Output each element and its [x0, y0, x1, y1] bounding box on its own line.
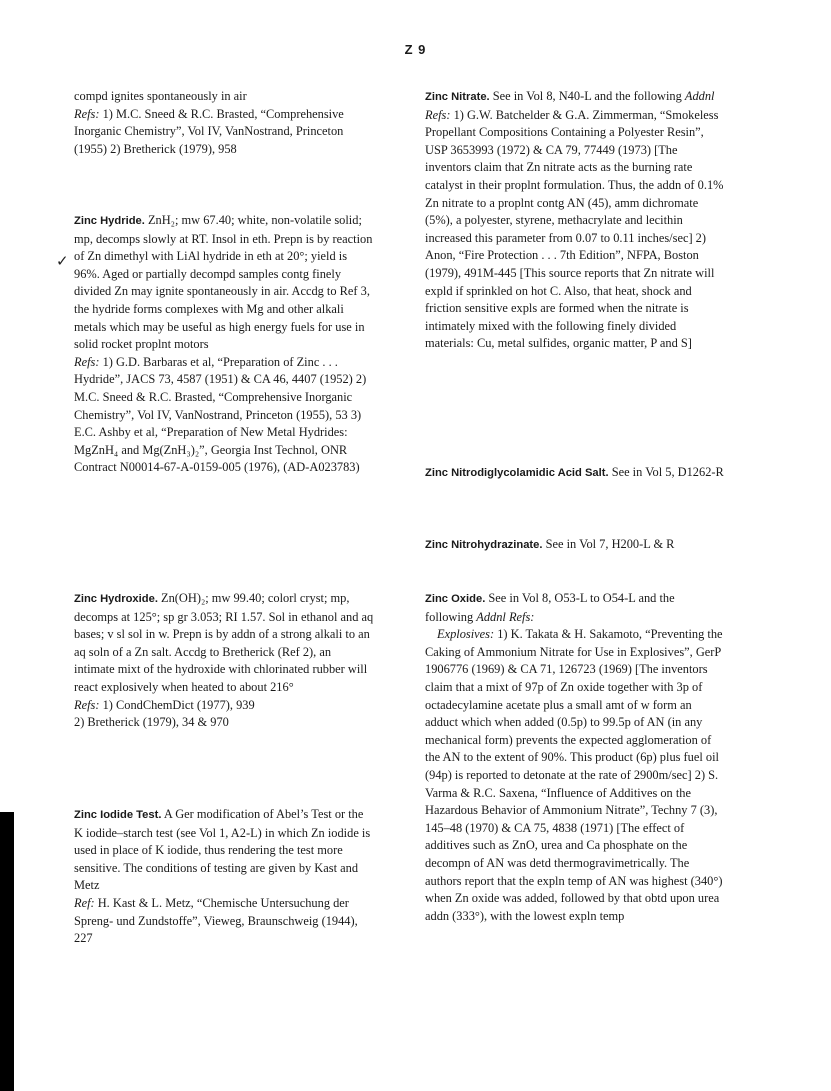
- hydride-refs: [74, 354, 374, 477]
- addnl-refs-label: Addnl Refs:: [476, 609, 535, 624]
- refs-label: Refs:: [74, 106, 100, 121]
- entry-zinc-nitrodiglycolamidic-acid-salt: [425, 464, 725, 483]
- entry-zinc-hydride: [74, 212, 374, 477]
- entry-continuation: [74, 88, 374, 158]
- entry-text: Zn(OH)₂; mw 99.40; colorl cryst; mp, decomps at 125°; sp gr 3.053; RI 1.57. Sol in ethanol and aq bases; v sl sol in w. Prepn is by addn of a strong alkali to an aq soln of a Zn salt. Accdg to Bretherick (Ref 2), an intimate mixt of the hydroxide with chlorinated rubber will react explosively when heated to about 216°: [74, 591, 374, 694]
- entry-text-lead: See in Vol 8, N40-L and the following: [489, 89, 685, 103]
- nitrohydrazinate-body: [425, 536, 725, 555]
- entry-zinc-hydroxide: [74, 590, 374, 732]
- entry-zinc-nitrate: [425, 88, 725, 353]
- entry-zinc-nitrohydrazinate: [425, 536, 725, 555]
- ref-label: Ref:: [74, 895, 95, 910]
- refs-text: 1) M.C. Sneed & R.C. Brasted, “Comprehensive Inorganic Chemistry”, Vol IV, VanNostrand, Princeton (1955) 2) Bretherick (1979), 958: [74, 106, 344, 156]
- binding-edge: [0, 812, 14, 1091]
- hydroxide-ref-2: 2) Bretherick (1979), 34 & 970: [74, 715, 229, 730]
- entry-title: Zinc Nitrohydrazinate.: [425, 539, 543, 551]
- continuation-refs: [74, 106, 374, 159]
- page-number: Z 9: [404, 42, 427, 57]
- refs-label: Refs:: [74, 354, 100, 369]
- entry-title: Zinc Hydroxide.: [74, 593, 158, 605]
- entry-zinc-iodide-test: [74, 806, 374, 948]
- entry-zinc-oxide: [425, 590, 725, 925]
- refs-label: Refs:: [74, 697, 100, 712]
- hydride-body: [74, 212, 374, 354]
- entry-text: A Ger modification of Abel’s Test or the K iodide–starch test (see Vol 1, A2-L) in which Zn iodide is used in place of K iodide, thus rendering the test more sensitive. The conditions of testing are given by Kast and Metz: [74, 807, 371, 893]
- entry-title: Zinc Hydride.: [74, 215, 145, 227]
- entry-text-lead: See in Vol 8, O53-L to O54-L and the following: [425, 591, 675, 624]
- hydroxide-refs: [74, 697, 374, 715]
- oxide-explosives: [425, 626, 725, 925]
- ref-text: H. Kast & L. Metz, “Chemische Untersuchung der Spreng- und Zundstoffe”, Vieweg, Braunschweig (1944), 227: [74, 895, 358, 946]
- refs-text: 1) G.D. Barbaras et al, “Preparation of Zinc . . . Hydride”, JACS 73, 4587 (1951) & CA 46, 4407 (1952) 2) M.C. Sneed & R.C. Brasted, “Comprehensive Inorganic Chemistry”, Vol IV, VanNostrand, Princeton (1955), 53 3) E.C. Ashby et al, “Preparation of New Metal Hydrides: MgZnH₄ and Mg(ZnH₃)₂”, Georgia Inst Technol, ONR Contract N00014-67-A-0159-005 (1976), (AD-A023783): [74, 354, 367, 475]
- addnl-refs-label: Addnl Refs:: [425, 89, 715, 122]
- explosives-label: Explosives:: [437, 627, 495, 642]
- continuation-text: compd ignites spontaneously in air: [74, 89, 247, 103]
- entry-text: ZnH₂; mw 67.40; white, non-volatile solid; mp, decomps slowly at RT. Insol in eth. Prepn is by reaction of Zn dimethyl with LiAl hydride in eth at 20°; yield is 96%. Aged or partially decompd samples contg finely divided Zn may ignite spontaneously in air. Accdg to Ref 3, the hydride forms complexes with Mg and other alkali metals which may be useful as high energy fuels for use in solid rocket proplnt motors: [74, 213, 373, 352]
- ref-1: 1) CondChemDict (1977), 939: [99, 697, 255, 712]
- entry-title: Zinc Oxide.: [425, 593, 486, 605]
- entry-text: 1) G.W. Batchelder & G.A. Zimmerman, “Smokeless Propellant Compositions Containing a Polyester Resin”, USP 3653993 (1972) & CA 79, 77449 (1973) [The inventors claim that Zn nitrate acts as the burning rate catalyst in their proplnt formulation. Thus, the addn of 0.1% Zn nitrate to a proplnt contg AN (45), amm dichromate (5%), a polyester, styrene, methacrylate and lecithin increased this parameter from 0.07 to 0.11 inches/sec] 2) Anon, “Fire Protection . . . 7th Edition”, NFPA, Boston (1979), 491M-445 [This source reports that Zn nitrate will expld if sprinkled on hot C. Also, that heat, shock and friction sensitive expls are formed when the nitrate is intimately mixed with the following finely divided materials: Cu, metal sulfides, organic matter, P and S]: [425, 107, 724, 351]
- entry-title: Zinc Nitrodiglycolamidic Acid Salt.: [425, 467, 609, 479]
- oxide-intro: [425, 590, 725, 626]
- entry-text: See in Vol 7, H200-L & R: [542, 537, 675, 551]
- margin-check-mark: ✓: [56, 252, 69, 270]
- entry-title: Zinc Nitrate.: [425, 91, 490, 103]
- iodide-body: [74, 806, 374, 895]
- nitrodiglycolamidic-body: [425, 464, 725, 483]
- entry-text: See in Vol 5, D1262-R: [608, 465, 724, 479]
- entry-text: 1) K. Takata & H. Sakamoto, “Preventing the Caking of Ammonium Nitrate for Use in Explosives”, GerP 1906776 (1969) & CA 71, 126723 (1969) [The inventors claim that a mixt of 97p of Zn oxide together with 3p of octadecylamine acetate plus a small amt of w form an adduct which when added (0.5p) to 99.5p of AN (in any mechanical form) prevents the expected agglomeration of the AN to the extent of 90%. This product (6p) plus fuel oil (94p) is reported to detonate at the rate of 2900m/sec] 2) S. Varma & R.C. Saxena, “Influence of Additives on the Hazardous Behavior of Ammonium Nitrate”, Techny 7 (3), 145–48 (1970) & CA 75, 4838 (1971) [The effect of additives such as ZnO, urea and Ca phosphate on the decompn of AN was detd thermogravimetrically. The authors report that the expln temp of AN was highest (340°) when Zn oxide was added, followed by that obtd upon urea addn (333°), with the lowest expln temp: [425, 627, 723, 923]
- hydroxide-body: [74, 590, 374, 697]
- entry-title: Zinc Iodide Test.: [74, 809, 162, 821]
- nitrate-body: [425, 88, 725, 353]
- iodide-ref: [74, 895, 374, 948]
